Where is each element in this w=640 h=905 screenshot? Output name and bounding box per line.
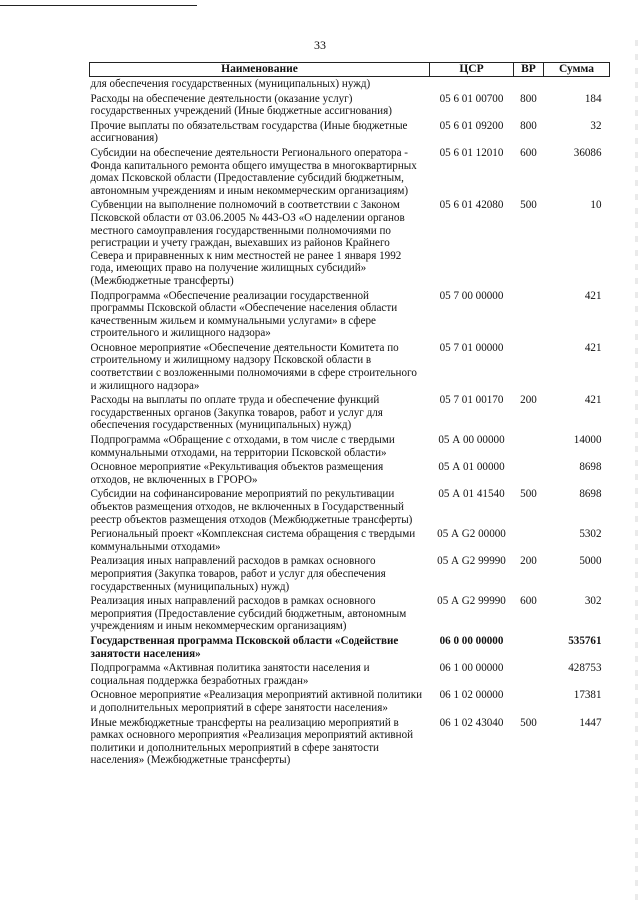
row-sum (544, 77, 610, 92)
row-vr (514, 433, 544, 460)
top-rule (0, 5, 197, 6)
row-csr (430, 77, 514, 92)
row-sum: 5302 (579, 528, 602, 541)
table-header-row (90, 63, 610, 77)
row-vr: 600 (520, 595, 537, 608)
row-vr: 800 (520, 119, 537, 132)
page-number: 33 (314, 38, 326, 52)
row-name: Субсидии на обеспечение деятельности Регионального оператора - Фонда капитального ремонта общего имущества в многоквартирных домах Псковской области (Предоставление субсидий бюджетным, автономным учреждениям и иным некоммерческим организациям) (90, 146, 417, 197)
table-row (90, 688, 610, 715)
row-sum: 421 (584, 341, 602, 354)
row-csr: 05 А G2 99990 (437, 595, 506, 608)
table-row (90, 77, 610, 92)
row-csr: 05 6 01 12010 (439, 146, 504, 159)
row-sum: 421 (584, 289, 602, 302)
row-csr: 05 7 01 00170 (439, 394, 504, 407)
row-name: для обеспечения государственных (муниципальных) нужд) (90, 78, 371, 90)
row-sum: 428753 (568, 662, 602, 675)
table-row (90, 289, 610, 341)
row-sum: 302 (584, 595, 602, 608)
row-csr: 05 А 01 41540 (438, 488, 505, 501)
budget-table (89, 62, 610, 768)
row-name: Прочие выплаты по обязательствам государства (Иные бюджетные ассигнования) (90, 119, 408, 145)
row-name: Государственная программа Псковской области «Содействие занятости населения» (90, 634, 399, 660)
row-name: Субсидии на софинансирование мероприятий по рекультивации объектов размещения отходов, не включенных в Государственный реестр объектов размещения отходов (Межбюджетные трансферты) (90, 488, 413, 526)
row-sum: 1447 (579, 716, 602, 729)
row-name: Подпрограмма «Активная политика занятости населения и социальная поддержка безработных граждан» (90, 662, 370, 687)
row-sum: 32 (590, 119, 602, 132)
row-csr: 05 А 01 00000 (438, 461, 505, 474)
row-vr: 600 (520, 146, 537, 159)
row-name: Подпрограмма «Обращение с отходами, в том числе с твердыми коммунальными отходами, на территории Псковской области» (90, 434, 395, 459)
row-csr: 05 А G2 00000 (437, 528, 506, 541)
row-vr (514, 661, 544, 688)
row-name: Расходы на выплаты по оплате труда и обеспечение функций государственных органов (Закупка товаров, работ и услуг для обеспечения государственных (муниципальных) нужд) (90, 394, 383, 432)
row-csr: 05 7 01 00000 (439, 341, 504, 354)
row-vr: 500 (520, 488, 537, 501)
table-body (90, 77, 610, 768)
row-name: Основное мероприятие «Реализация мероприятий активной политики и дополнительных мероприятий в сфере занятости населения» (90, 689, 423, 714)
table-row (90, 198, 610, 288)
row-name: Субвенции на выполнение полномочий в соответствии с Законом Псковской области от 03.06.2005 № 443-ОЗ «О наделении органов местного самоуправления государственными полномочиями по регистрации и учету граждан, выехавших из районов Крайнего Севера и приравненных к ним местностей не ранее 1 января 1992 года, имеющих право на получение жилищных субсидий» (Межбюджетные трансферты) (90, 199, 405, 287)
row-vr (514, 289, 544, 341)
row-csr: 05 А 00 00000 (438, 434, 505, 447)
table-row (90, 634, 610, 661)
table-row (90, 554, 610, 594)
table-row (90, 393, 610, 433)
row-csr: 05 6 01 00700 (439, 92, 504, 105)
row-name: Реализация иных направлений расходов в рамках основного мероприятия (Предоставление субсидий бюджетным, автономным учреждениям и иным некоммерческим организациям) (90, 595, 407, 633)
row-csr: 05 6 01 09200 (439, 119, 504, 132)
row-name: Расходы на обеспечение деятельности (оказание услуг) государственных учреждений (Иные бюджетные ассигнования) (90, 92, 392, 118)
table-row (90, 527, 610, 554)
row-vr: 500 (520, 199, 537, 212)
row-sum: 535761 (568, 634, 602, 647)
row-vr (514, 527, 544, 554)
table-row (90, 487, 610, 527)
row-name: Иные межбюджетные трансферты на реализацию мероприятий в рамках основного мероприятия «Реализация мероприятий активной политики и дополнительных мероприятий в сфере занятости населения» (Межбюджетные трансферты) (90, 716, 414, 767)
row-csr: 05 6 01 42080 (439, 199, 504, 212)
row-sum: 421 (584, 394, 602, 407)
header-csr: ЦСР (430, 63, 514, 77)
row-vr (514, 634, 544, 661)
row-csr: 06 1 02 00000 (439, 689, 504, 702)
table-row (90, 716, 610, 768)
table-row (90, 594, 610, 634)
table-row (90, 92, 610, 119)
row-vr (514, 77, 544, 92)
row-sum: 8698 (579, 488, 602, 501)
row-name: Региональный проект «Комплексная система обращения с твердыми коммунальными отходами» (90, 528, 416, 553)
row-csr: 06 1 00 00000 (439, 662, 504, 675)
row-vr (514, 688, 544, 715)
row-sum: 8698 (579, 461, 602, 474)
table-row (90, 661, 610, 688)
row-sum: 5000 (579, 555, 602, 568)
scan-edge (635, 40, 638, 900)
table-row (90, 119, 610, 146)
header-vr: ВР (514, 63, 544, 77)
row-name: Реализация иных направлений расходов в рамках основного мероприятия (Закупка товаров, работ и услуг для обеспечения государственных (муниципальных) нужд) (90, 555, 386, 593)
row-sum: 17381 (573, 689, 602, 702)
row-sum: 10 (590, 199, 602, 212)
row-vr: 200 (520, 555, 537, 568)
row-csr: 05 7 00 00000 (439, 289, 504, 302)
row-vr: 200 (520, 394, 537, 407)
header-name: Наименование (90, 63, 430, 77)
row-name: Основное мероприятие «Обеспечение деятельности Комитета по строительному и жилищному надзору Псковской области в соответствии с возложенными полномочиями в сфере строительного и жилищного надзора» (90, 341, 417, 392)
row-vr: 800 (520, 92, 537, 105)
row-name: Подпрограмма «Обеспечение реализации государственной программы Псковской области «Обеспечение населения области качественным жильем и коммунальными услугами» в сфере строительного и жилищного надзора» (90, 289, 398, 340)
row-vr (514, 341, 544, 393)
row-csr: 06 0 00 00000 (439, 634, 504, 647)
row-name: Основное мероприятие «Рекультивация объектов размещения отходов, не включенных в ГРОРО» (90, 461, 384, 486)
row-sum: 184 (584, 92, 602, 105)
table-row (90, 341, 610, 393)
table-row (90, 460, 610, 487)
row-vr (514, 460, 544, 487)
row-vr: 500 (520, 716, 537, 729)
row-sum: 14000 (573, 434, 602, 447)
table-row (90, 146, 610, 198)
table-row (90, 433, 610, 460)
row-sum: 36086 (573, 146, 602, 159)
row-csr: 05 А G2 99990 (437, 555, 506, 568)
header-sum: Сумма (544, 63, 610, 77)
row-csr: 06 1 02 43040 (439, 716, 504, 729)
